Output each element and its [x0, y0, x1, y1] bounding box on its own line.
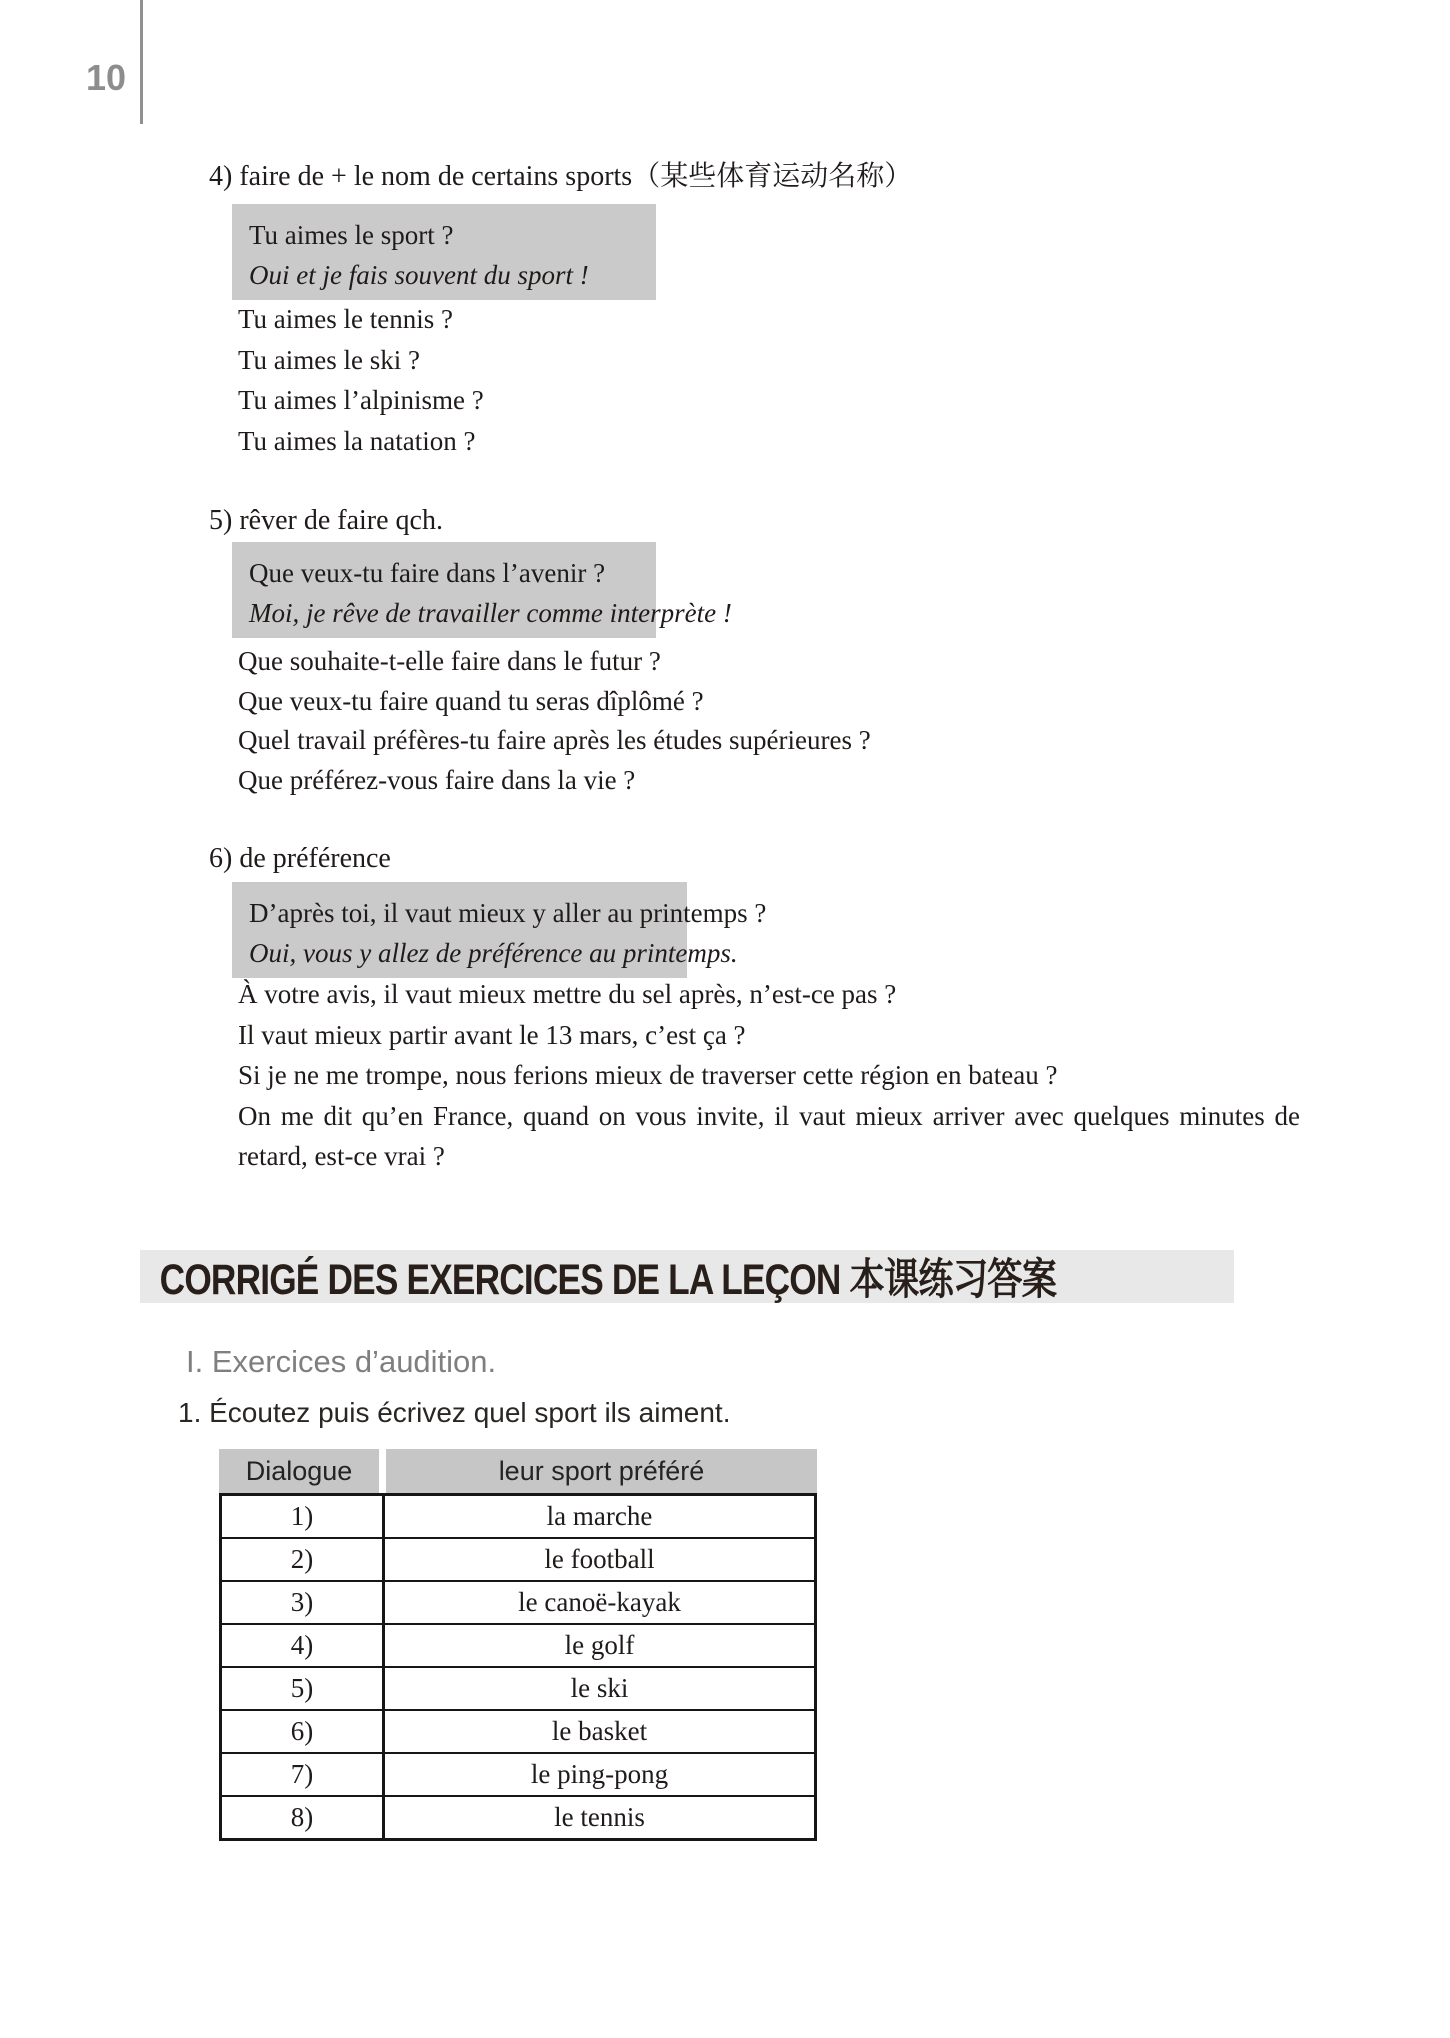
dialogue-cell: 1) — [222, 1496, 385, 1537]
table-row — [222, 1711, 814, 1754]
sport-cell: le football — [544, 1544, 655, 1574]
section-4-sentences — [238, 299, 1300, 461]
section-4-example-box — [232, 204, 656, 300]
sport-cell: la marche — [546, 1501, 653, 1531]
dialogue-cell: 7) — [222, 1754, 385, 1795]
sport-cell: le basket — [551, 1716, 648, 1746]
sport-cell: le ski — [570, 1673, 629, 1703]
dialogue-cell: 6) — [222, 1711, 385, 1752]
example-answer: Oui, vous y allez de préférence au printemps. — [249, 938, 738, 968]
sport-cell: le tennis — [554, 1802, 645, 1832]
sentence: Si je ne me trompe, nous ferions mieux de traverser cette région en bateau ? — [238, 1060, 1058, 1091]
section-6-label: 6) de préférence — [209, 843, 391, 874]
page-number: 10 — [86, 57, 127, 98]
table-row — [222, 1496, 814, 1539]
sports-answer-table — [219, 1449, 817, 1841]
sport-cell: le golf — [564, 1630, 635, 1660]
dialogue-cell: 8) — [222, 1797, 385, 1838]
section-5-sentences — [238, 642, 1300, 800]
dialogue-cell: 2) — [222, 1539, 385, 1580]
example-answer: Oui et je fais souvent du sport ! — [249, 260, 589, 290]
example-question: Que veux-tu faire dans l’avenir ? — [249, 558, 606, 588]
exercise-heading: 1. Écoutez puis écrivez quel sport ils aiment. — [178, 1397, 731, 1428]
section-6-example-box — [232, 882, 767, 978]
table-row — [222, 1668, 814, 1711]
table-row — [222, 1754, 814, 1797]
sentence: Que souhaite-t-elle faire dans le futur ? — [238, 646, 661, 676]
part-heading: I. Exercices d’audition. — [186, 1344, 497, 1379]
sport-cell: le canoë-kayak — [518, 1587, 681, 1617]
section-6-sentences — [238, 974, 1300, 1177]
sentence: Il vaut mieux partir avant le 13 mars, c’est ça ? — [238, 1019, 746, 1050]
table-body — [219, 1493, 817, 1841]
margin-rule — [140, 0, 143, 124]
section-5-label: 5) rêver de faire qch. — [209, 505, 443, 536]
table-row — [222, 1625, 814, 1668]
dialogue-cell: 5) — [222, 1668, 385, 1709]
sentence: Tu aimes le tennis ? — [238, 304, 453, 334]
table-header-row — [219, 1449, 817, 1493]
sentence: Tu aimes la natation ? — [238, 425, 476, 456]
section-5-example-box — [232, 542, 732, 638]
dialogue-cell: 4) — [222, 1625, 385, 1666]
example-question: Tu aimes le sport ? — [249, 220, 454, 250]
sentence: Que préférez-vous faire dans la vie ? — [238, 764, 636, 795]
column-header-sport: leur sport préféré — [386, 1449, 817, 1493]
sentence: Quel travail préfères-tu faire après les études supérieures ? — [238, 725, 871, 755]
section-4-label: 4) faire de + le nom de certains sports（某些体育运动名称） — [209, 161, 913, 192]
sentence: Que veux-tu faire quand tu seras dîplômé ? — [238, 685, 704, 716]
example-answer: Moi, je rêve de travailler comme interprète ! — [249, 598, 732, 628]
answer-key-banner — [140, 1250, 1234, 1303]
dialogue-cell: 3) — [222, 1582, 385, 1623]
sentence: À votre avis, il vaut mieux mettre du sel après, n’est-ce pas ? — [238, 979, 897, 1009]
sentence: Tu aimes l’alpinisme ? — [238, 385, 484, 415]
example-question: D’après toi, il vaut mieux y aller au printemps ? — [249, 898, 767, 928]
table-row — [222, 1539, 814, 1582]
sport-cell: le ping-pong — [530, 1759, 669, 1789]
sentence: Tu aimes le ski ? — [238, 344, 420, 375]
table-row — [222, 1797, 814, 1838]
column-header-dialogue: Dialogue — [219, 1449, 379, 1493]
answer-key-title: CORRIGÉ DES EXERCICES DE LA LEÇON 本课练习答案 — [159, 1256, 1057, 1304]
sentence: On me dit qu’en France, quand on vous invite, il vaut mieux arriver avec quelques minutes de retard, est-ce vrai ? — [238, 1100, 1300, 1172]
table-row — [222, 1582, 814, 1625]
